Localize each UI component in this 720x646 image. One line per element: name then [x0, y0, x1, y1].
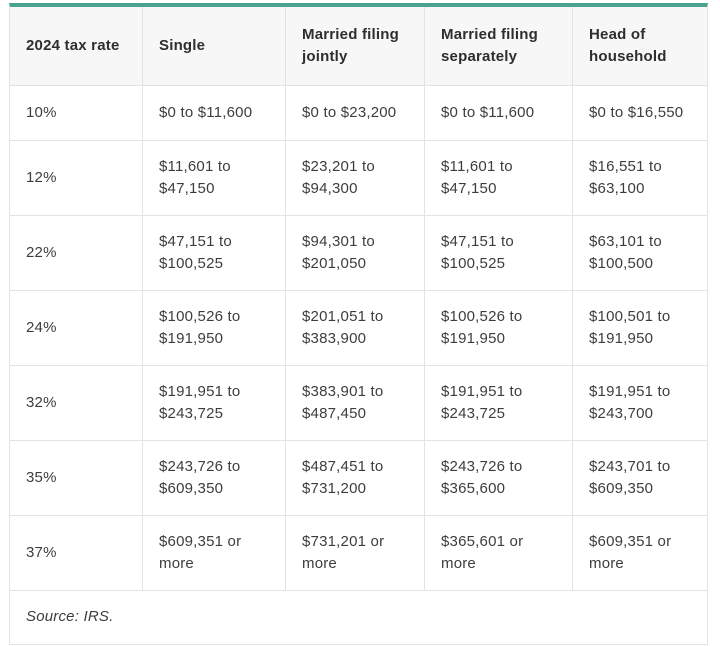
rate-cell: 37%	[10, 516, 143, 591]
bracket-cell: $47,151 to $100,525	[425, 216, 573, 291]
header-row	[10, 7, 707, 86]
bracket-cell: $487,451 to $731,200	[286, 441, 425, 516]
column-header-head-of-household: Head of household	[573, 7, 707, 86]
bracket-cell: $609,351 or more	[573, 516, 707, 591]
table-row	[10, 141, 707, 216]
bracket-cell: $191,951 to $243,700	[573, 366, 707, 441]
rate-cell: 24%	[10, 291, 143, 366]
bracket-cell: $0 to $23,200	[286, 86, 425, 141]
bracket-cell: $243,701 to $609,350	[573, 441, 707, 516]
column-header-married-jointly: Married filing jointly	[286, 7, 425, 86]
column-header-married-separately: Married filing separately	[425, 7, 573, 86]
bracket-cell: $94,301 to $201,050	[286, 216, 425, 291]
bracket-cell: $100,501 to $191,950	[573, 291, 707, 366]
table-row	[10, 441, 707, 516]
source-note: Source: IRS.	[10, 591, 707, 644]
table-row	[10, 516, 707, 591]
bracket-cell: $365,601 or more	[425, 516, 573, 591]
column-header-single: Single	[143, 7, 286, 86]
table-row	[10, 291, 707, 366]
bracket-cell: $47,151 to $100,525	[143, 216, 286, 291]
rate-cell: 10%	[10, 86, 143, 141]
tax-brackets-table	[9, 3, 708, 645]
table-row	[10, 366, 707, 441]
bracket-cell: $383,901 to $487,450	[286, 366, 425, 441]
bracket-cell: $16,551 to $63,100	[573, 141, 707, 216]
bracket-cell: $731,201 or more	[286, 516, 425, 591]
bracket-cell: $63,101 to $100,500	[573, 216, 707, 291]
bracket-cell: $191,951 to $243,725	[143, 366, 286, 441]
bracket-cell: $0 to $16,550	[573, 86, 707, 141]
rate-cell: 35%	[10, 441, 143, 516]
bracket-cell: $243,726 to $609,350	[143, 441, 286, 516]
bracket-cell: $11,601 to $47,150	[425, 141, 573, 216]
bracket-cell: $100,526 to $191,950	[425, 291, 573, 366]
table-row	[10, 86, 707, 141]
rate-cell: 12%	[10, 141, 143, 216]
bracket-cell: $0 to $11,600	[143, 86, 286, 141]
bracket-cell: $11,601 to $47,150	[143, 141, 286, 216]
bracket-cell: $0 to $11,600	[425, 86, 573, 141]
column-header-tax-rate: 2024 tax rate	[10, 7, 143, 86]
bracket-cell: $243,726 to $365,600	[425, 441, 573, 516]
source-row	[10, 591, 707, 644]
bracket-cell: $201,051 to $383,900	[286, 291, 425, 366]
rate-cell: 32%	[10, 366, 143, 441]
bracket-cell: $191,951 to $243,725	[425, 366, 573, 441]
rate-cell: 22%	[10, 216, 143, 291]
table-row	[10, 216, 707, 291]
bracket-cell: $100,526 to $191,950	[143, 291, 286, 366]
bracket-cell: $609,351 or more	[143, 516, 286, 591]
bracket-cell: $23,201 to $94,300	[286, 141, 425, 216]
